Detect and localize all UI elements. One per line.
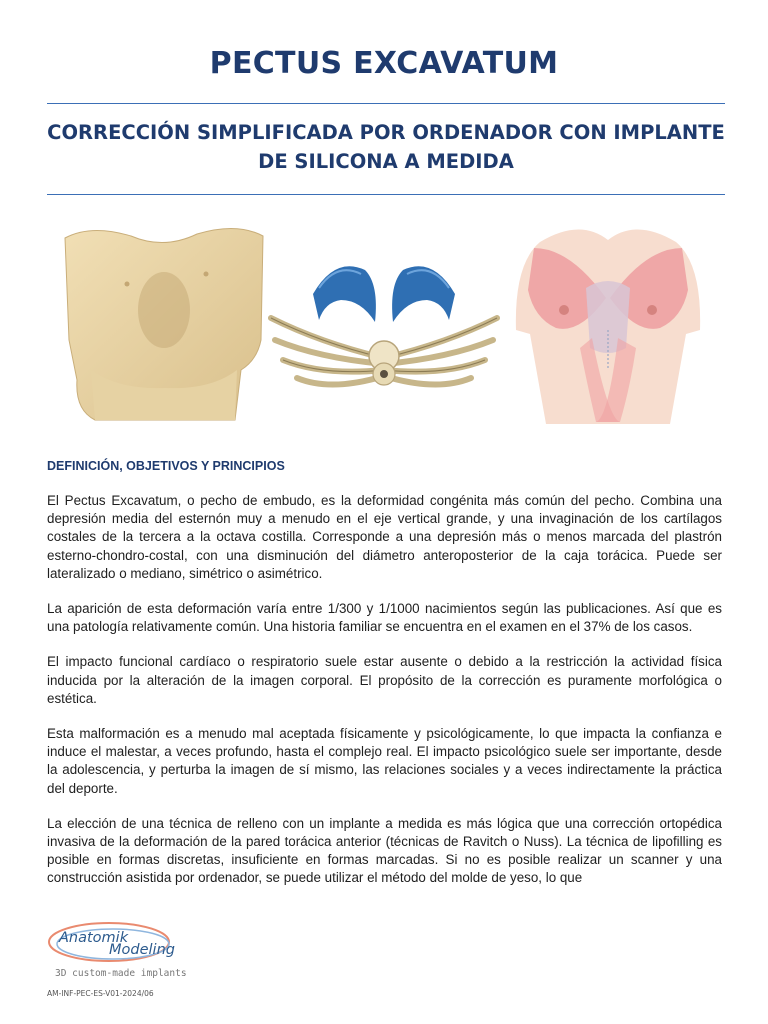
torso-3d-model-image xyxy=(61,220,267,426)
logo-word-1: Anatomik xyxy=(59,930,129,946)
figure-row xyxy=(47,214,725,424)
subtitle-line-2: DE SILICONA A MEDIDA xyxy=(258,150,514,173)
page-title: PECTUS EXCAVATUM xyxy=(209,46,559,81)
page-subtitle xyxy=(47,118,725,176)
body-text xyxy=(47,492,722,905)
logo-tagline: 3D custom-made implants xyxy=(55,968,187,979)
divider-top xyxy=(47,103,725,104)
subtitle-line-1: CORRECCIÓN SIMPLIFICADA POR ORDENADOR CON IMPLANTE xyxy=(47,121,725,144)
chest-anatomy-image xyxy=(510,218,706,424)
logo-word-2: Modeling xyxy=(109,942,175,958)
paragraph: Esta malformación es a menudo mal aceptada físicamente y psicológicamente, lo que impacta la confianza e induce el malestar, a veces profundo, hasta el complejo real. El impacto psicológico suele ser importante, desde la adolescencia, y perturba la imagen de sí mismo, las relaciones sociales y a veces indirectamente la práctica del deporte. xyxy=(47,726,722,796)
rib-cage-implant-image xyxy=(261,248,507,408)
paragraph: La aparición de esta deformación varía entre 1/300 y 1/1000 nacimientos según las publicaciones. Así que es una patología relativamente común. Una historia familiar se encuentra en el examen en el 37% de los casos. xyxy=(47,601,722,635)
divider-bottom xyxy=(47,194,725,195)
paragraph: El impacto funcional cardíaco o respiratorio suele estar ausente o debido a la restricción la actividad física inducida por la alteración de la imagen corporal. El propósito de la corrección es puramente morfológica o estética. xyxy=(47,654,722,706)
paragraph: La elección de una técnica de relleno con un implante a medida es más lógica que una corrección ortopédica invasiva de la deformación de la pared torácica anterior (técnicas de Ravitch o Nuss). La técnica de lipofilling es posible en formas discretas, insuficiente en formas marcadas. Si no es posible realizar un scanner y una construcción asistida por ordenador, se puede utilizar el método del molde de yeso, lo que xyxy=(47,815,722,886)
paragraph: El Pectus Excavatum, o pecho de embudo, es la deformidad congénita más común del pecho. Combina una depresión media del esternón muy a menudo en el eje vertical grande, y una invaginación de los cartílagos costales de la tercera a la octava costilla. Corresponde a una depresión más o menos marcada del plastrón esterno-chondro-costal, con una disminución del diámetro anteroposterior de la caja torácica. Puede ser lateralizado o mediano, simétrico o asimétrico. xyxy=(47,493,722,581)
section-heading: DEFINICIÓN, OBJETIVOS Y PRINCIPIOS xyxy=(47,459,285,473)
document-reference: AM-INF-PEC-ES-V01-2024/06 xyxy=(47,989,154,998)
